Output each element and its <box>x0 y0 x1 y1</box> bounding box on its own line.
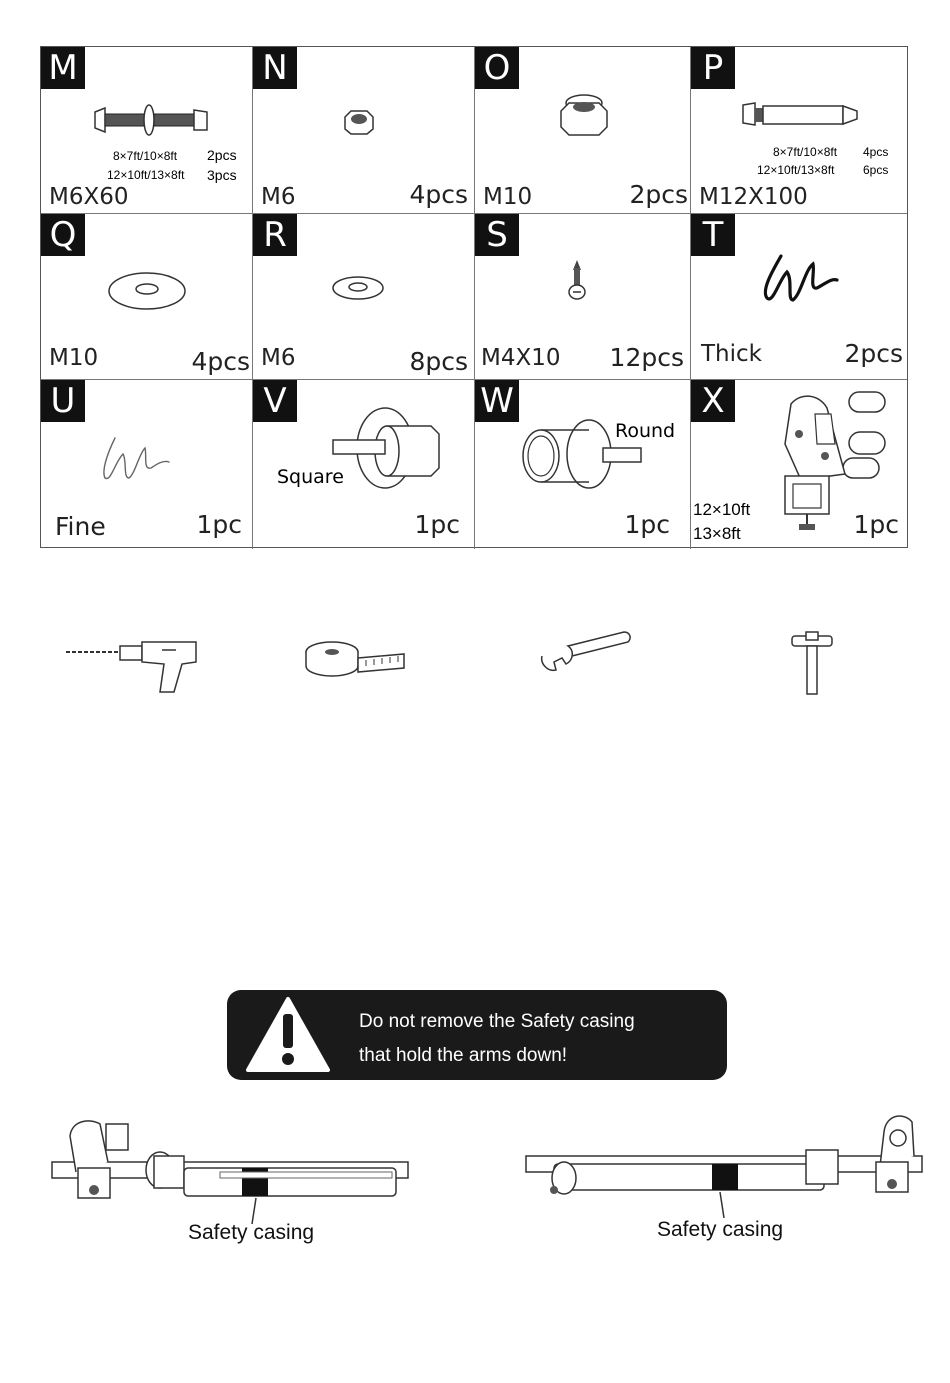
part-qty: 1pc <box>853 510 899 539</box>
part-note: 12×10ft <box>693 500 751 519</box>
warning-text-line1: Do not remove the Safety casing <box>359 1011 635 1032</box>
part-cell-n <box>253 47 475 214</box>
fine-spring-icon <box>97 432 173 488</box>
part-cell-t <box>691 214 907 380</box>
part-letter: N <box>253 47 297 89</box>
part-note-qty: 3pcs <box>207 167 237 183</box>
part-label: M6 <box>261 345 296 371</box>
small-nut-icon <box>341 107 377 137</box>
part-label: M10 <box>49 345 99 371</box>
safety-warning-banner <box>227 990 727 1080</box>
part-label: M12X100 <box>699 184 808 210</box>
part-cell-s <box>475 214 691 380</box>
part-cell-m <box>41 47 253 214</box>
part-label: Thick <box>701 341 762 367</box>
part-cell-x <box>691 380 907 549</box>
part-qty: 1pc <box>196 510 242 539</box>
screw-icon <box>567 258 587 304</box>
part-label: Square <box>277 466 344 488</box>
part-letter: Q <box>41 214 85 256</box>
warning-text-line2: that hold the arms down! <box>359 1045 568 1066</box>
part-qty: 1pc <box>414 510 460 539</box>
part-cell-u <box>41 380 253 549</box>
part-letter: S <box>475 214 519 256</box>
wrench-icon <box>538 628 634 674</box>
arm-assembly-left-illustration <box>50 1112 412 1206</box>
part-letter: M <box>41 47 85 89</box>
part-letter: V <box>253 380 297 422</box>
part-label: M6 <box>261 184 296 210</box>
tape-measure-icon <box>304 638 406 680</box>
thick-spring-icon <box>757 250 847 310</box>
part-note: 12×10ft/13×8ft <box>107 168 185 182</box>
part-letter: T <box>691 214 735 256</box>
bolt-icon <box>91 102 211 142</box>
part-letter: O <box>475 47 519 89</box>
part-note: 8×7ft/10×8ft <box>113 149 178 163</box>
part-note-qty: 2pcs <box>207 147 237 163</box>
part-note: 12×10ft/13×8ft <box>757 163 835 177</box>
anchor-bolt-icon <box>741 99 861 131</box>
part-cell-q <box>41 214 253 380</box>
safety-casing-label-left: Safety casing <box>188 1221 315 1244</box>
warning-icon <box>245 996 331 1074</box>
part-qty: 2pcs <box>629 180 688 209</box>
part-letter: R <box>253 214 297 256</box>
part-letter: X <box>691 380 735 422</box>
large-washer-icon <box>107 269 187 313</box>
part-note: 13×8ft <box>693 524 741 543</box>
part-note-qty: 4pcs <box>863 145 889 159</box>
part-label: M4X10 <box>481 345 561 371</box>
part-qty: 4pcs <box>191 347 250 376</box>
small-washer-icon <box>331 274 385 302</box>
safety-casing-label-right: Safety casing <box>657 1218 784 1241</box>
part-qty: 2pcs <box>844 339 903 368</box>
large-nut-icon <box>557 93 611 139</box>
part-qty: 12pcs <box>609 343 684 372</box>
part-letter: W <box>475 380 519 422</box>
part-note: 8×7ft/10×8ft <box>773 145 838 159</box>
part-cell-p <box>691 47 907 214</box>
part-label: M6X60 <box>49 184 129 210</box>
part-qty: 1pc <box>624 510 670 539</box>
callout-line <box>716 1190 728 1220</box>
part-letter: U <box>41 380 85 422</box>
part-letter: P <box>691 47 735 89</box>
part-label: Fine <box>55 512 106 541</box>
arm-assembly-right-illustration <box>524 1108 926 1198</box>
drill-icon <box>64 638 200 696</box>
part-qty: 8pcs <box>409 347 468 376</box>
part-cell-o <box>475 47 691 214</box>
part-qty: 4pcs <box>409 180 468 209</box>
parts-grid <box>40 46 908 548</box>
hex-key-icon <box>790 630 834 698</box>
part-label: Round <box>615 420 676 442</box>
square-adapter-icon <box>331 404 447 492</box>
part-cell-w <box>475 380 691 549</box>
part-label: M10 <box>483 184 533 210</box>
part-cell-v <box>253 380 475 549</box>
part-cell-r <box>253 214 475 380</box>
part-note-qty: 6pcs <box>863 163 889 177</box>
